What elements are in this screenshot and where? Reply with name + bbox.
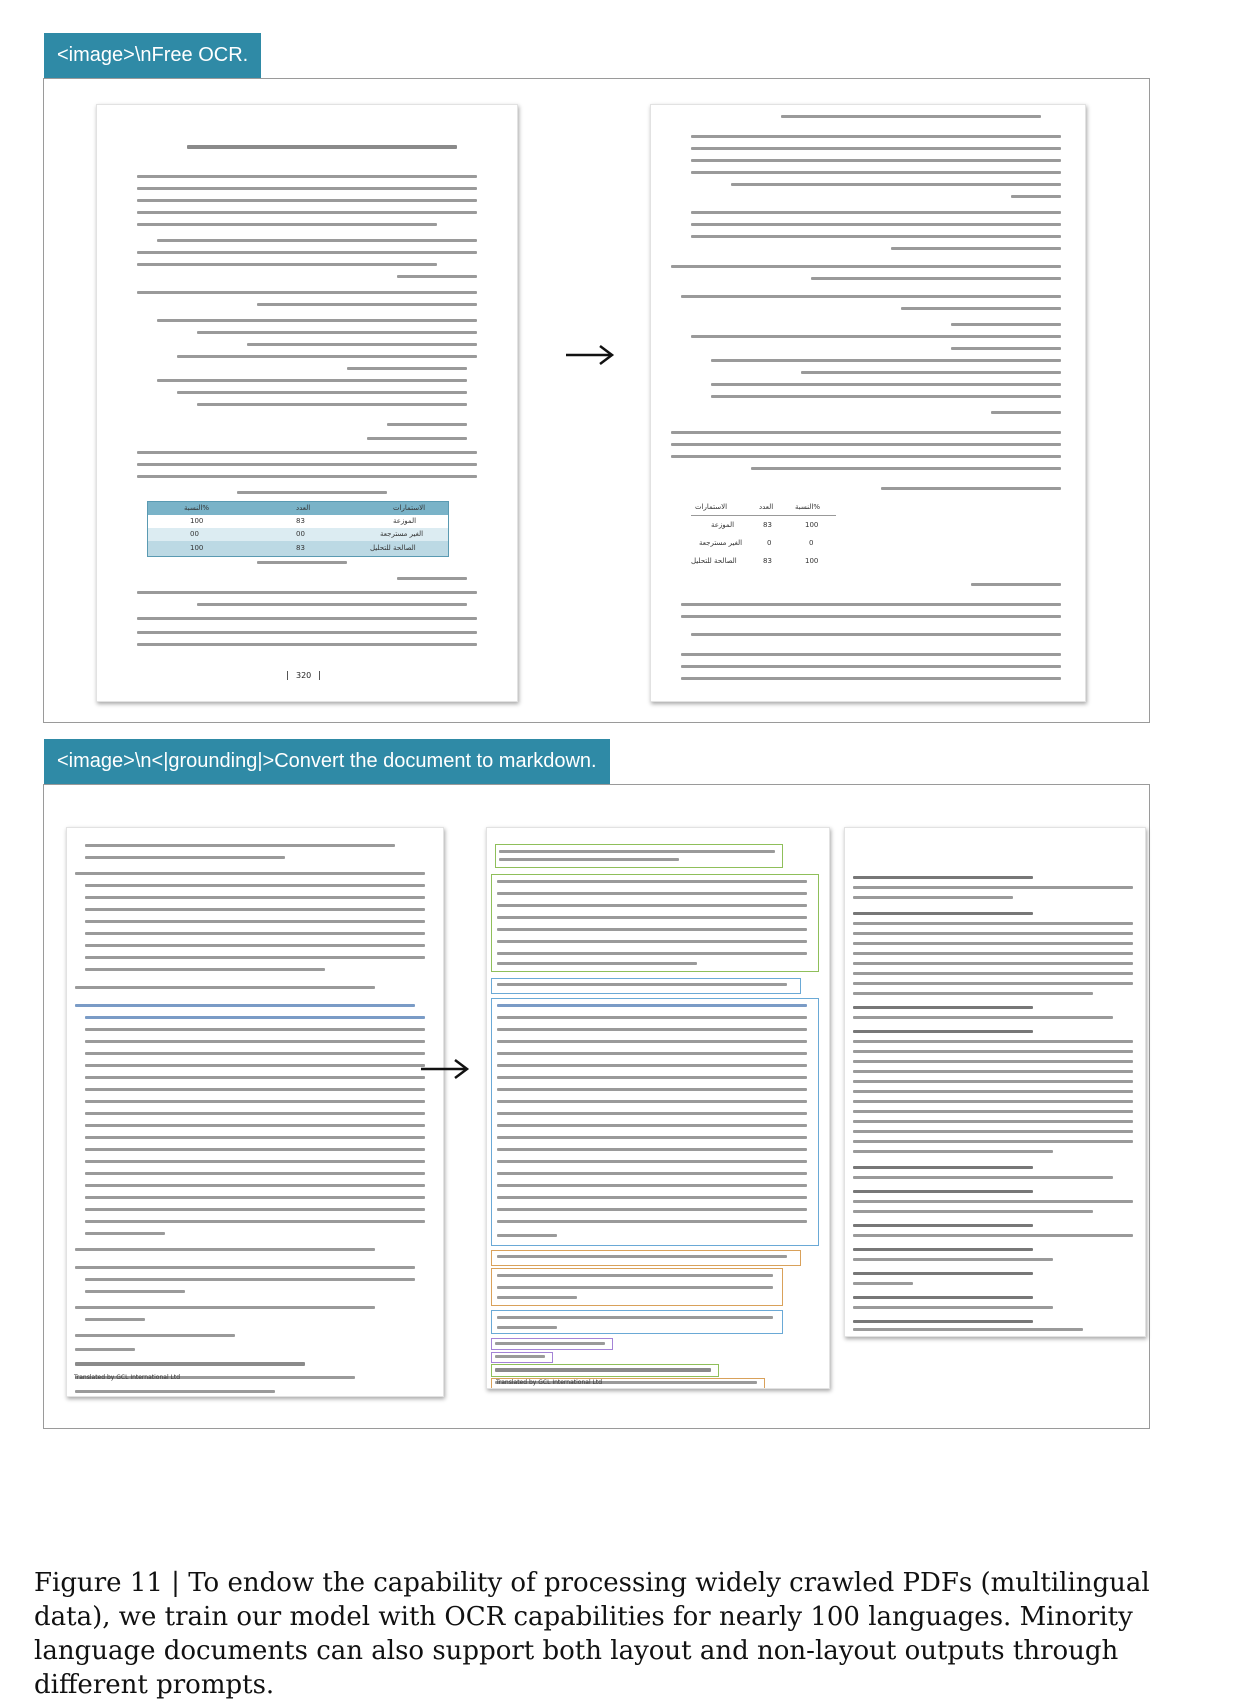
input-table-cell: الموزعة xyxy=(393,517,417,525)
input-table-cell: 100 xyxy=(190,544,204,552)
page-title-line xyxy=(187,145,457,149)
output-table-cell: الغير مسترجعة xyxy=(699,539,743,547)
input-table-cell: 83 xyxy=(296,544,305,552)
output-table xyxy=(691,501,836,571)
output-table-cell: 83 xyxy=(763,521,772,529)
prompt-label-grounding-markdown: <image>\n<|grounding|>Convert the document to markdown. xyxy=(44,739,610,784)
input-document-page-sinhala xyxy=(66,827,444,1397)
input-table-header-0: النسبة% xyxy=(184,504,209,512)
page-number xyxy=(287,671,320,680)
output-table-cell: الصالحة للتحليل xyxy=(691,557,737,565)
output-table-cell: 83 xyxy=(763,557,772,565)
output-table-header: الاستمارات xyxy=(695,503,728,511)
text-block-box xyxy=(491,978,801,994)
output-ocr-page-arabic xyxy=(650,104,1086,702)
figure-caption: Figure 11 | To endow the capability of processing widely crawled PDFs (multilingual data), we train our model with OCR capabilities for nearly 100 languages. Minority language documents can also support both layout and non-layout outputs through different prompts. xyxy=(34,1568,1150,1700)
top-example-panel xyxy=(43,78,1150,723)
text-block-box xyxy=(491,1310,783,1334)
markdown-output-page xyxy=(844,827,1146,1337)
text-block-box xyxy=(491,1250,801,1266)
output-table-header: العدد xyxy=(759,503,774,511)
input-table-cell: الصالحة للتحليل xyxy=(370,544,416,552)
prompt-label-free-ocr: <image>\nFree OCR. xyxy=(44,33,261,78)
input-document-page-arabic xyxy=(96,104,518,702)
input-table-cell: 83 xyxy=(296,517,305,525)
translator-footer-grounded: Translated by GCL International Ltd xyxy=(496,1379,603,1386)
right-arrow-icon xyxy=(564,342,616,368)
text-block-box xyxy=(495,844,783,868)
input-table-cell: 00 xyxy=(190,530,199,538)
input-table-cell: 00 xyxy=(296,530,305,538)
translator-footer-visible: Translated by GCL International Ltd xyxy=(74,1374,181,1381)
input-table-header-1: العدد xyxy=(296,504,311,512)
output-table-cell: الموزعة xyxy=(711,521,735,529)
output-table-cell: 0 xyxy=(767,539,772,547)
bottom-example-panel xyxy=(43,784,1150,1429)
output-table-header: النسبة% xyxy=(795,503,820,511)
output-table-cell: 0 xyxy=(809,539,814,547)
page-number-text: 320 xyxy=(296,671,312,680)
text-block-box xyxy=(491,874,819,972)
output-table-cell: 100 xyxy=(805,521,819,529)
input-table-header-2: الاستمارات xyxy=(393,504,426,512)
input-table-cell: الغير مسترجعة xyxy=(380,530,424,538)
output-table-cell: 100 xyxy=(805,557,819,565)
input-table-cell: 100 xyxy=(190,517,204,525)
grounded-layout-page xyxy=(486,827,830,1389)
right-arrow-icon xyxy=(419,1056,471,1082)
input-table xyxy=(147,501,449,557)
